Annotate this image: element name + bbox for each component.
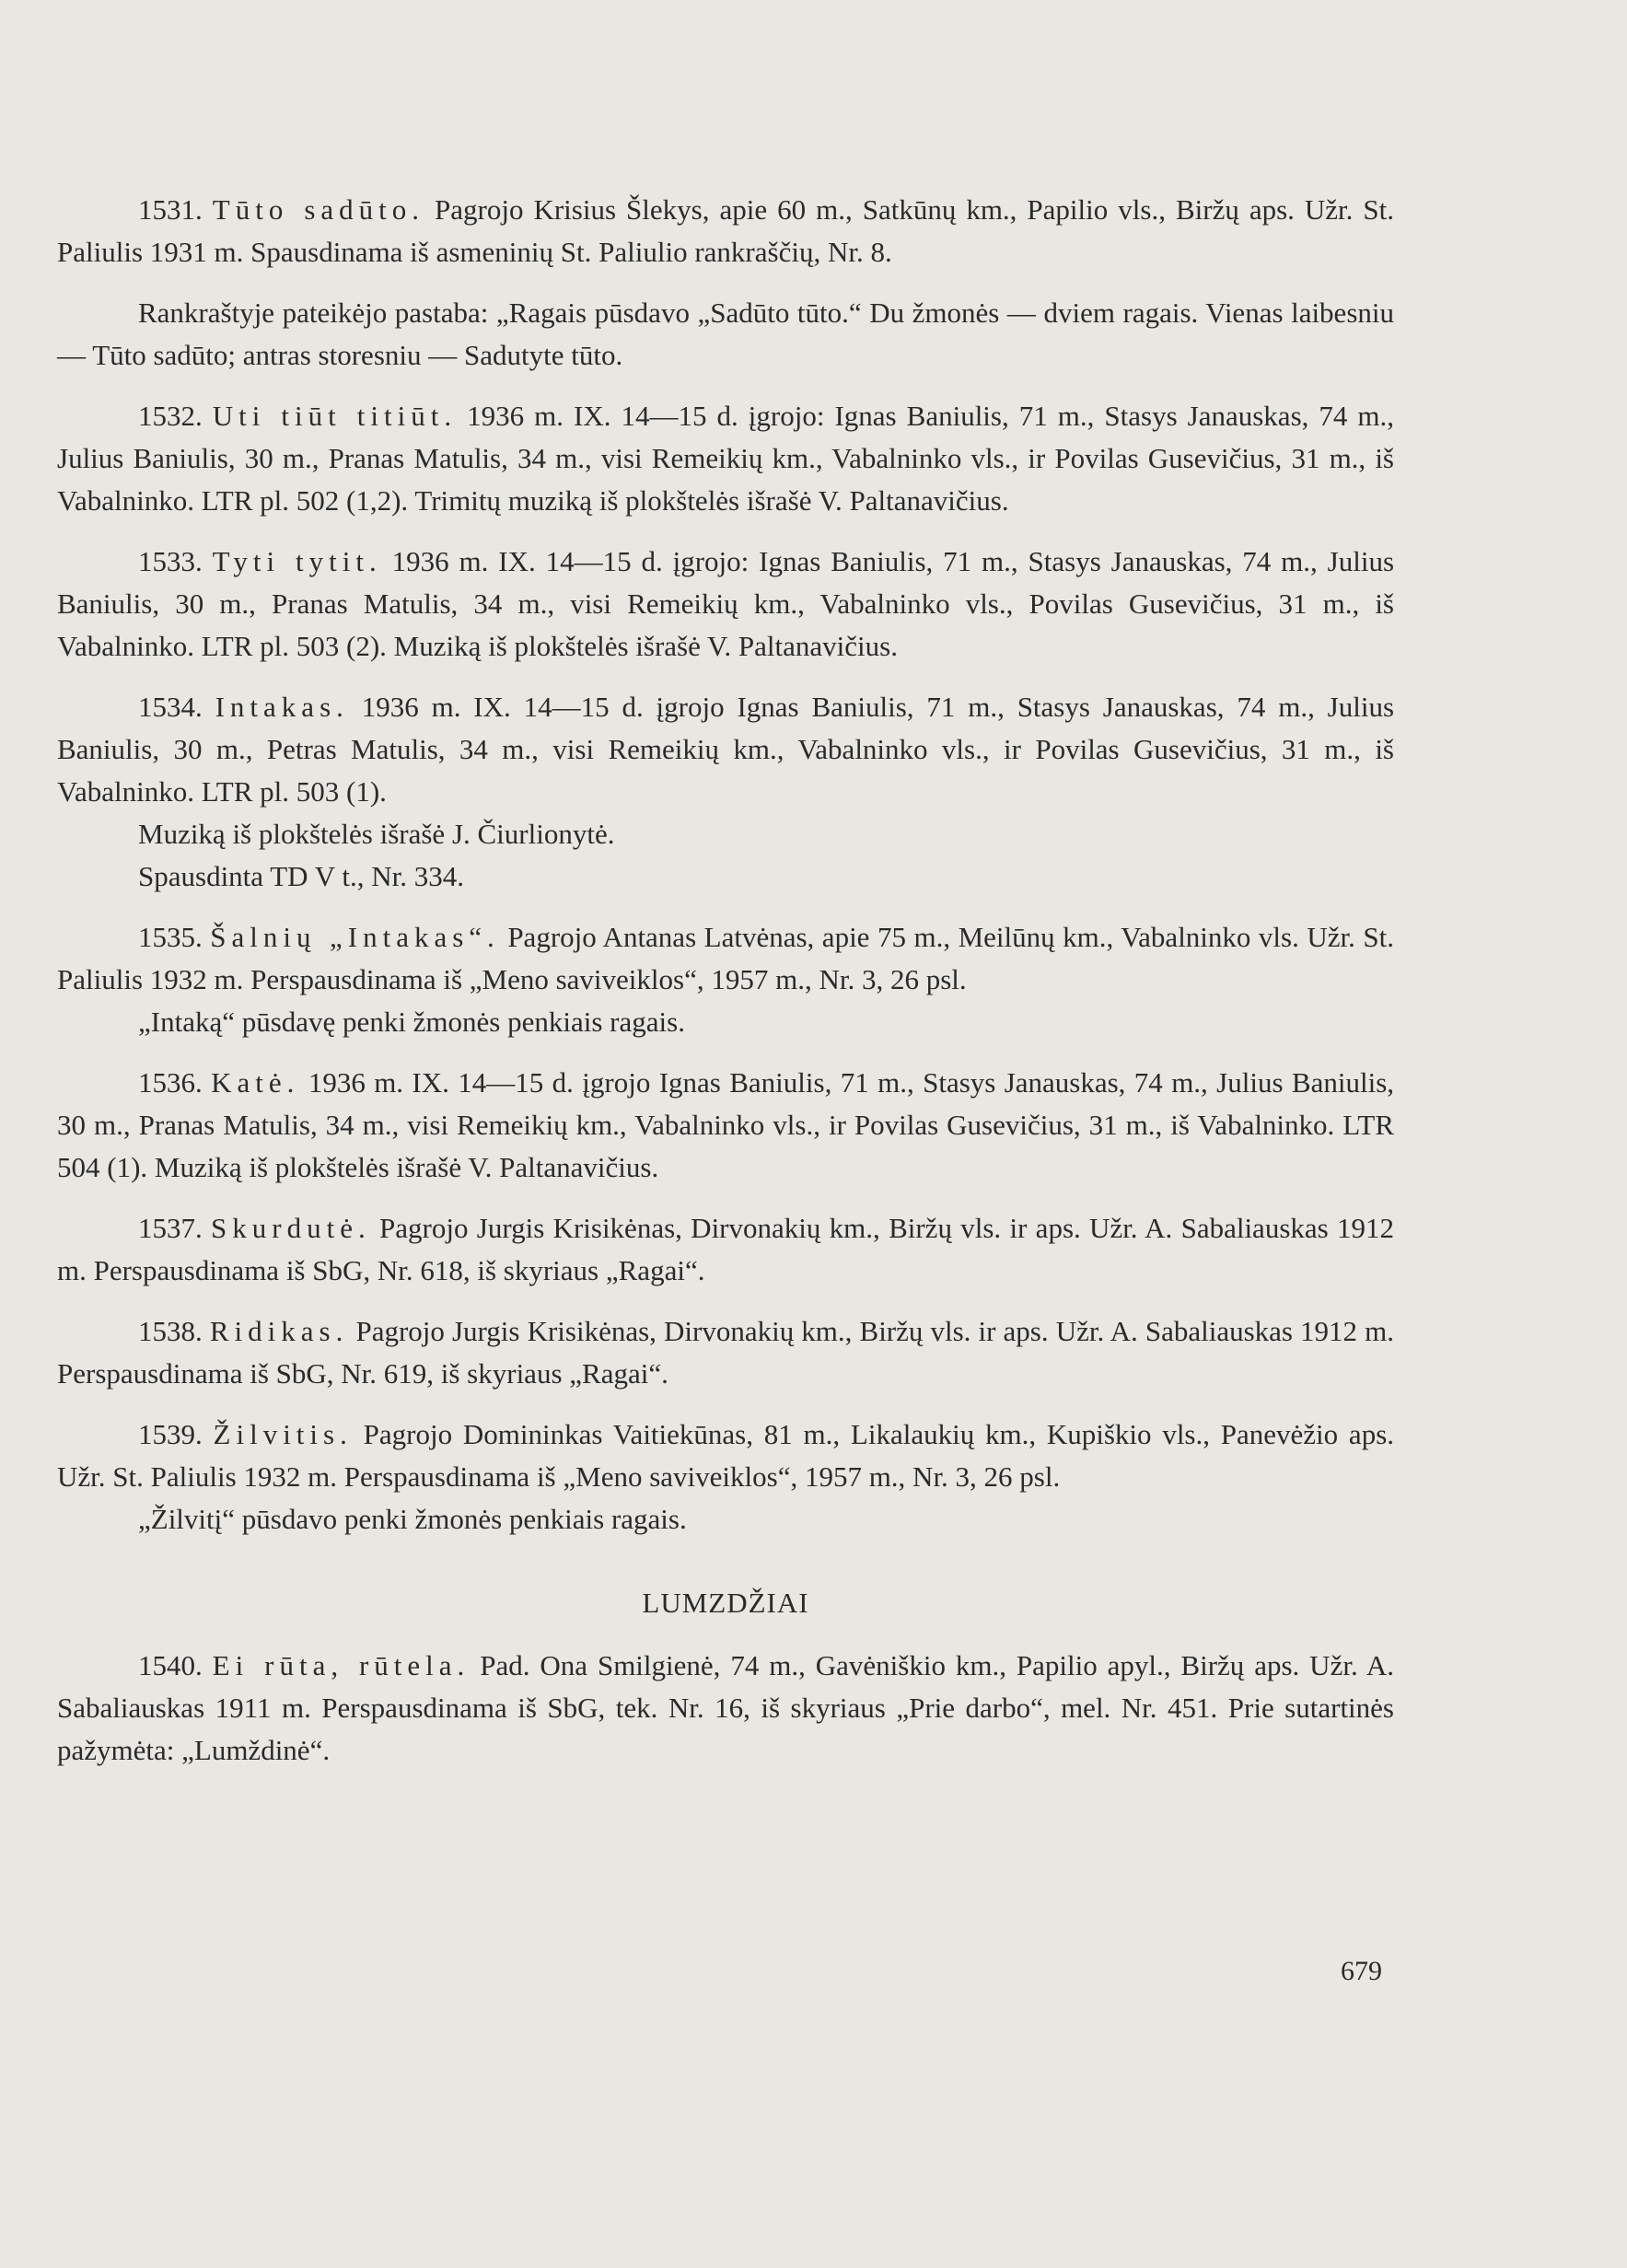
entry-number: 1535.	[138, 921, 203, 953]
entry-1532	[57, 395, 1394, 522]
entry-number: 1538.	[138, 1315, 203, 1347]
entry-title: Tyti tytit.	[212, 545, 382, 577]
entry-title: Šalnių „Intakas“.	[210, 921, 500, 953]
entry-number: 1536.	[138, 1066, 203, 1099]
entry-note: „Intaką“ pūsdavę penki žmonės penkiais ragais.	[138, 1006, 685, 1038]
entry-number: 1532.	[138, 400, 203, 432]
entry-1536	[57, 1062, 1394, 1189]
entry-number: 1539.	[138, 1418, 203, 1450]
entry-note: „Žilvitį“ pūsdavo penki žmonės penkiais ragais.	[138, 1503, 687, 1535]
entry-line: Muziką iš plokštelės išrašė J. Čiurlionytė.	[138, 818, 615, 850]
entry-number: 1537.	[138, 1212, 203, 1244]
entry-text: Pagrojo Krisius Šlekys, apie 60 m., Satkūnų km., Papilio vls., Biržų aps. Užr. St. Paliulis 1931 m. Spausdinama iš asmeninių St. Paliulio rankraščių, Nr. 8.	[57, 193, 1395, 268]
section-title: LUMZDŽIAI	[642, 1587, 809, 1619]
entry-title: Skurdutė.	[211, 1212, 371, 1244]
entry-text: 1936 m. IX. 14—15 d. įgrojo Ignas Baniulis, 71 m., Stasys Janauskas, 74 m., Julius Baniulis, 30 m., Petras Matulis, 34 m., visi Remeikių km., Vabalninko vls., ir Povilas Gusevičius, 31 m., iš Vabalninko. LTR pl. 503 (1).	[57, 691, 1395, 808]
entry-text: Pagrojo Jurgis Krisikėnas, Dirvonakių km., Biržų vls. ir aps. Užr. A. Sabaliauskas 1912 m. Perspausdinama iš SbG, Nr. 619, iš skyriaus „Ragai“.	[57, 1315, 1395, 1390]
entry-title: Ei rūta, rūtela.	[212, 1649, 471, 1681]
entry-1534	[57, 686, 1394, 898]
entry-1539	[57, 1413, 1394, 1541]
entry-text: Pagrojo Antanas Latvėnas, apie 75 m., Meilūnų km., Vabalninko vls. Užr. St. Paliulis 1932 m. Perspausdinama iš „Meno saviveiklos“, 1957 m., Nr. 3, 26 psl.	[57, 921, 1395, 995]
entry-text: 1936 m. IX. 14—15 d. įgrojo: Ignas Baniulis, 71 m., Stasys Janauskas, 74 m., Julius Baniulis, 30 m., Pranas Matulis, 34 m., visi Remeikių km., Vabalninko vls., ir Povilas Gusevičius, 31 m., iš Vabalninko. LTR pl. 502 (1,2). Trimitų muziką iš plokštelės išrašė V. Paltanavičius.	[57, 400, 1395, 517]
entry-title: Intakas.	[215, 691, 349, 723]
entry-number: 1540.	[138, 1649, 203, 1681]
page-content	[57, 189, 1394, 1790]
entry-text: Pagrojo Domininkas Vaitiekūnas, 81 m., Likalaukių km., Kupiškio vls., Panevėžio aps. Užr. St. Paliulis 1932 m. Perspausdinama iš „Meno saviveiklos“, 1957 m., Nr. 3, 26 psl.	[57, 1418, 1395, 1493]
entry-title: Žilvitis.	[213, 1418, 353, 1450]
entry-1531-note	[57, 292, 1394, 377]
entry-text: 1936 m. IX. 14—15 d. įgrojo Ignas Baniulis, 71 m., Stasys Janauskas, 74 m., Julius Baniulis, 30 m., Pranas Matulis, 34 m., visi Remeikių km., Vabalninko vls., ir Povilas Gusevičius, 31 m., iš Vabalninko. LTR 504 (1). Muziką iš plokštelės išrašė V. Paltanavičius.	[57, 1066, 1395, 1183]
entry-title: Ridikas.	[209, 1315, 349, 1347]
entry-1538	[57, 1310, 1394, 1395]
entry-line: Spausdinta TD V t., Nr. 334.	[138, 860, 464, 892]
page-number: 679	[1341, 1956, 1382, 1986]
entry-1533	[57, 541, 1394, 668]
entry-1531	[57, 189, 1394, 273]
entry-number: 1531.	[138, 193, 203, 226]
entry-number: 1533.	[138, 545, 203, 577]
entry-title: Tūto sadūto.	[212, 193, 425, 226]
entry-number: 1534.	[138, 691, 203, 723]
entry-note: Rankraštyje pateikėjo pastaba: „Ragais pūsdavo „Sadūto tūto.“ Du žmonės — dviem ragais. Vienas laibesniu — Tūto sadūto; antras storesniu — Sadutyte tūto.	[57, 297, 1394, 371]
entry-title: Katė.	[211, 1066, 300, 1099]
entry-text: 1936 m. IX. 14—15 d. įgrojo: Ignas Baniulis, 71 m., Stasys Janauskas, 74 m., Julius Baniulis, 30 m., Pranas Matulis, 34 m., visi Remeikių km., Vabalninko vls., Povilas Gusevičius, 31 m., iš Vabalninko. LTR pl. 503 (2). Muziką iš plokštelės išrašė V. Paltanavičius.	[57, 545, 1395, 662]
entry-1540	[57, 1645, 1394, 1772]
entry-1535	[57, 916, 1394, 1043]
entry-text: Pagrojo Jurgis Krisikėnas, Dirvonakių km., Biržų vls. ir aps. Užr. A. Sabaliauskas 1912 m. Perspausdinama iš SbG, Nr. 618, iš skyriaus „Ragai“.	[57, 1212, 1394, 1286]
entry-text: Pad. Ona Smilgienė, 74 m., Gavėniškio km., Papilio apyl., Biržų aps. Užr. A. Sabaliauskas 1911 m. Perspausdinama iš SbG, tek. Nr. 16, iš skyriaus „Prie darbo“, mel. Nr. 451. Prie sutartinės pažymėta: „Lumždinė“.	[57, 1649, 1395, 1766]
entry-title: Uti tiūt titiūt.	[212, 400, 458, 432]
entry-1537	[57, 1207, 1394, 1292]
